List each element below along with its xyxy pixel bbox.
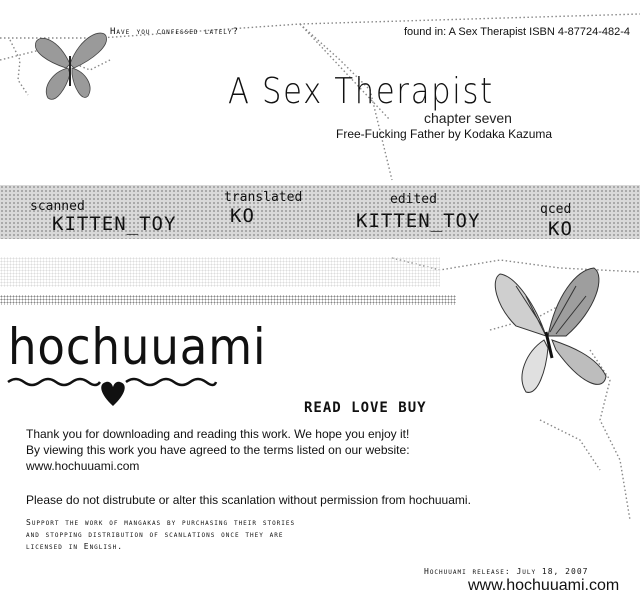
distribution-notice: Please do not distrubute or alter this scanlation without permission from hochuuami.: [26, 493, 471, 507]
credit-name-scanned: KITTEN_TOY: [52, 213, 177, 235]
chapter-label: chapter seven: [424, 110, 512, 126]
butterfly-icon: [28, 28, 112, 106]
support-notice: [26, 517, 295, 553]
credit-name-edited: KITTEN_TOY: [356, 210, 481, 232]
website-link[interactable]: www.hochuuami.com: [468, 577, 620, 594]
credit-role-qced: qced: [540, 202, 572, 217]
chapter-subtitle: Free-Fucking Father by Kodaka Kazuma: [336, 127, 553, 141]
credit-role-scanned: scanned: [30, 199, 85, 214]
support-line-2: and stopping distribution of scanlations once they are: [26, 530, 284, 539]
thank-you-line-2: By viewing this work you have agreed to the terms listed on our website:: [26, 443, 410, 457]
credit-name-translated: KO: [230, 205, 255, 227]
halftone-stripe-light: [0, 257, 440, 287]
thank-you-paragraph: [26, 426, 410, 474]
credit-name-qced: KO: [548, 218, 573, 240]
website-text: www.hochuuami.com: [26, 459, 140, 473]
tagline: Have you confessed lately?: [110, 27, 239, 37]
support-line-3: licensed in English.: [26, 542, 124, 551]
credit-role-edited: edited: [390, 192, 437, 207]
wavy-line-heart-icon: [4, 372, 218, 408]
source-info: found in: A Sex Therapist ISBN 4-87724-482-4: [404, 26, 631, 38]
thank-you-line-1: Thank you for downloading and reading this work. We hope you enjoy it!: [26, 427, 410, 441]
motto: READ LOVE BUY: [304, 400, 427, 416]
support-line-1: Support the work of mangakas by purchasing their stories: [26, 518, 296, 527]
group-logo: hochuuami: [8, 318, 267, 376]
credit-role-translated: translated: [224, 190, 303, 205]
release-date: Hochuuami release: July 18, 2007: [424, 567, 589, 576]
series-title: A Sex Therapist: [228, 71, 494, 112]
halftone-stripe: [0, 295, 456, 305]
butterfly-large-icon: [486, 266, 626, 416]
